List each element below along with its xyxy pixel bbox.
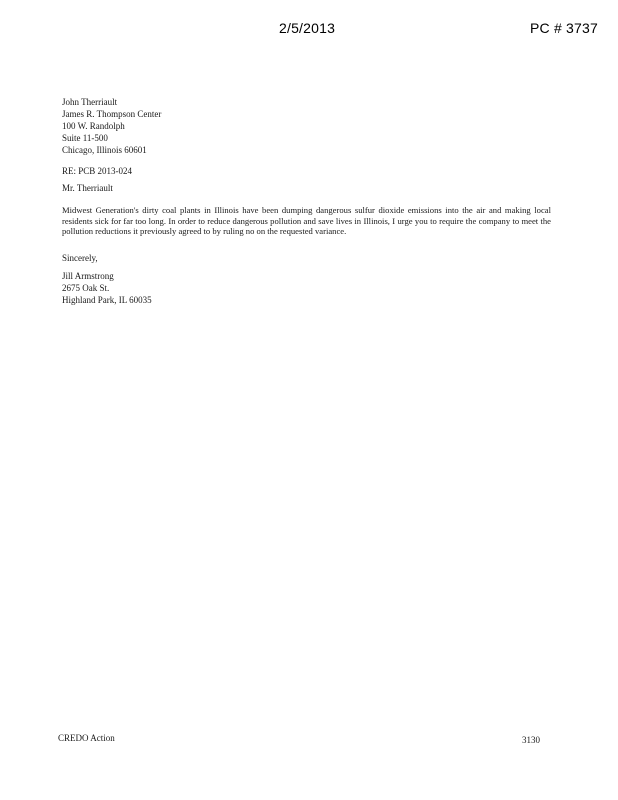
closing: Sincerely,: [62, 253, 98, 263]
recipient-building: James R. Thompson Center: [62, 109, 162, 119]
sender-street: 2675 Oak St.: [62, 283, 110, 293]
letter-body: Midwest Generation's dirty coal plants in Illinois have been dumping dangerous sulfur dioxide emissions into the air and making local residents sick for far too long. In order to reduce dangerous pollution and save lives in Illinois, I urge you to require the company to meet the pollution reductions it previously agreed to by ruling no on the requested variance.: [62, 205, 551, 236]
recipient-suite: Suite 11-500: [62, 133, 108, 143]
sender-city: Highland Park, IL 60035: [62, 295, 152, 305]
recipient-address-block: [62, 96, 161, 156]
footer-organization: CREDO Action: [58, 733, 115, 743]
sender-name: Jill Armstrong: [62, 271, 114, 281]
fax-date-stamp: 2/5/2013: [279, 20, 336, 36]
footer-page-number: 3130: [522, 735, 540, 745]
reference-line: RE: PCB 2013-024: [62, 166, 133, 176]
recipient-city: Chicago, Illinois 60601: [62, 145, 147, 155]
public-comment-number: PC # 3737: [530, 20, 598, 36]
salutation: Mr. Therriault: [62, 183, 113, 193]
sender-block: [62, 270, 152, 306]
recipient-street: 100 W. Randolph: [62, 121, 125, 131]
recipient-name: John Therriault: [62, 97, 118, 107]
